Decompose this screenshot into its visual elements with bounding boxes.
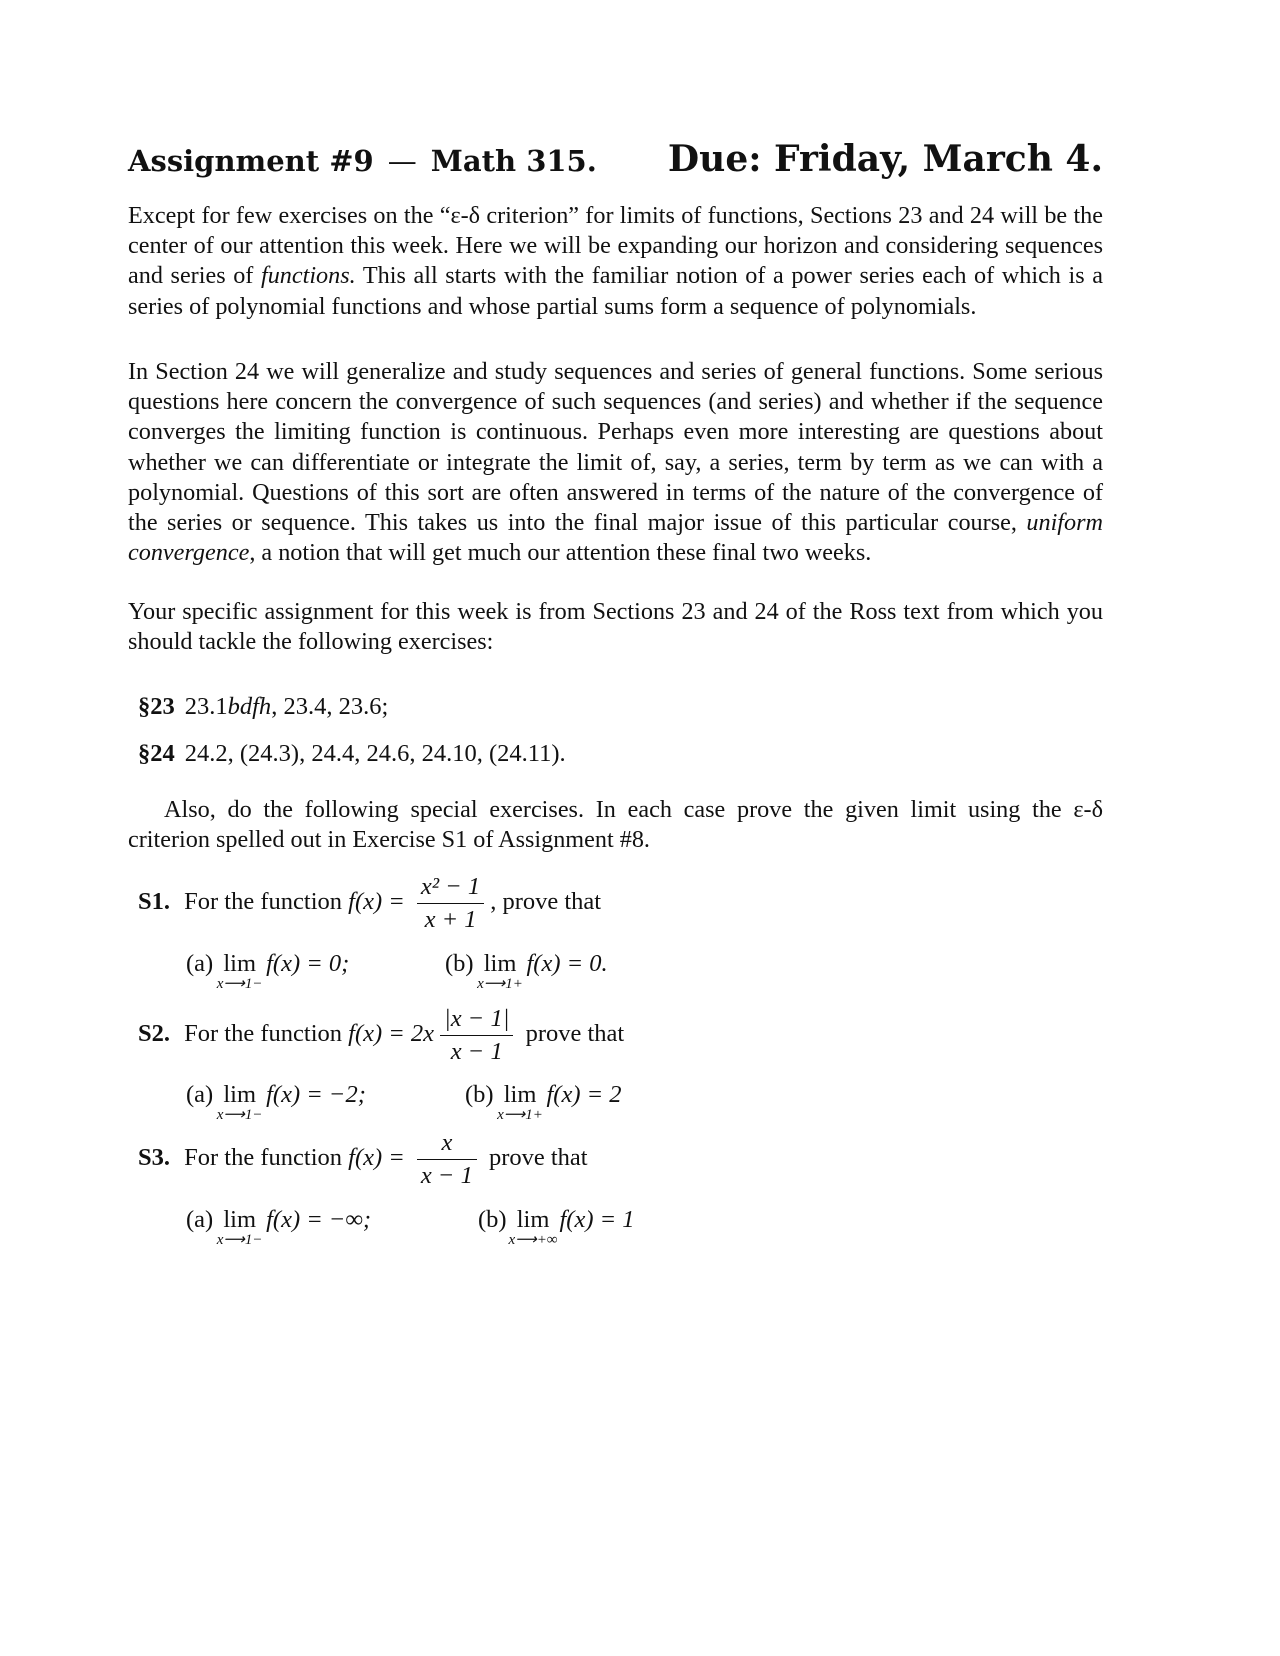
exercise-s2-b-subscript: x⟶1+ [497,1107,543,1123]
exercise-s3-denominator: x − 1 [417,1159,477,1190]
intro-text-b: This all starts with the familiar notion of a power series each of which is a series of polynomial functions and whose partial sums form a sequence of polynomials. [128,262,1103,320]
exercise-s1-b-subscript: x⟶1+ [477,976,523,992]
exercise-s2-fx: f(x) = 2x [348,1020,435,1048]
exercise-s1-denominator: x + 1 [417,903,484,934]
special-exercises-paragraph: Also, do the following special exercises. In each case prove the given limit using the ε-δ criterion spelled out in Exercise S1 of Assignment #8. [128,796,1103,854]
assignment-paragraph: Your specific assignment for this week is from Sections 23 and 24 of the Ross text from which you should tackle the following exercises: [128,598,1103,656]
exercise-s3-lead: For the function [184,1144,343,1172]
exercise-s1-lead: For the function [184,888,343,916]
lim-word: lim [223,950,256,977]
exercise-s2-lead: For the function [184,1020,343,1048]
exercise-s1 [138,873,601,934]
section24-text-a: In Section 24 we will generalize and study sequences and series of general functions. Some serious questions here concern the convergence of such sequences (and series) and whether if the sequence converges the limiting function is continuous. Perhaps even more interesting are questions about whether we can differentiate or integrate the limit of, say, a series, term by term as we can with a polynomial. Questions of this sort are often answered in terms of the nature of the convergence of the series or sequence. This takes us into the final major issue of this particular course, [128,358,1103,537]
exercise-s2 [138,1005,624,1066]
exercise-s2-part-b [465,1081,622,1123]
lim-word: lim [483,950,517,977]
exercise-s3-b-subscript: x⟶+∞ [508,1232,558,1248]
exercise-s3-label: S3. [138,1144,171,1172]
exercise-s1-a-label: (a) [186,950,214,977]
exercise-s2-denominator: x − 1 [440,1035,513,1066]
lim-word: lim [223,1206,256,1233]
exercise-s3-numerator: x [441,1129,453,1156]
exercise-s1-fraction [417,873,484,934]
section24-paragraph [128,357,1103,568]
section-23-pre: 23.1 [184,693,228,720]
page-header [128,134,1103,184]
exercise-s1-a-expr: f(x) = 0; [266,950,350,977]
exercise-s2-tail: prove that [525,1020,625,1048]
exercise-s2-a-label: (a) [186,1081,214,1108]
exercise-s1-fx: f(x) = [348,888,405,916]
exercise-s3 [138,1129,588,1190]
exercise-s3-fx: f(x) = [348,1144,405,1172]
section-24-list: 24.2, (24.3), 24.4, 24.6, 24.10, (24.11). [184,740,566,767]
exercise-s3-a-subscript: x⟶1− [216,1232,263,1248]
section24-text-b: , a notion that will get much our attention these final two weeks. [249,539,872,567]
exercise-s2-a-subscript: x⟶1− [216,1107,263,1123]
exercise-s1-a-subscript: x⟶1− [216,976,263,992]
exercise-s2-numerator: |x − 1| [444,1005,510,1032]
section-23-italic: bdfh [227,693,272,720]
intro-paragraph [128,201,1103,322]
exercise-s2-part-a [186,1081,366,1123]
exercise-s3-fraction [417,1129,477,1190]
exercise-s3-a-expr: f(x) = −∞; [266,1206,372,1233]
section-23-post: , 23.4, 23.6; [271,693,389,720]
section-23-label: §23 [138,693,175,720]
section-23-exercises [138,693,388,721]
intro-text-a: Except for few exercises on the “ε-δ criterion” for limits of functions, Sections 23 and 24 will be the center of our attention this week. Here we will be expanding our horizon and considering sequences and series of [128,202,1103,290]
exercise-s1-part-a [186,950,350,992]
exercise-s3-a-label: (a) [186,1206,214,1233]
exercise-s1-b-label: (b) [445,950,474,977]
exercise-s2-a-expr: f(x) = −2; [266,1081,366,1108]
exercise-s3-b-label: (b) [478,1206,507,1233]
lim-word: lim [516,1206,550,1233]
section-24-label: §24 [138,740,175,767]
exercise-s1-numerator: x² − 1 [420,873,481,900]
course-name: Math 315. [430,144,597,178]
exercise-s3-part-a [186,1206,372,1248]
exercise-s1-b-expr: f(x) = 0. [526,950,608,977]
exercise-s1-tail: , prove that [490,888,602,916]
exercise-s3-b-expr: f(x) = 1 [559,1206,635,1233]
exercise-s2-b-expr: f(x) = 2 [546,1081,622,1108]
exercise-s3-part-b [478,1206,635,1248]
exercise-s1-part-b [445,950,608,992]
exercise-s1-label: S1. [138,888,171,916]
due-date: Due: Friday, March 4. [667,138,1103,180]
section24-emphasis: uniform convergence [128,509,1103,567]
section-24-exercises [138,740,566,768]
lim-word: lim [223,1081,256,1108]
assignment-number: Assignment #9 [128,144,374,178]
assignment-title [128,144,597,178]
exercise-s2-fraction [440,1005,513,1066]
exercise-s2-b-label: (b) [465,1081,494,1108]
exercise-s3-tail: prove that [488,1144,588,1172]
exercise-s2-label: S2. [138,1020,171,1048]
intro-emphasis: functions. [260,262,356,290]
lim-word: lim [503,1081,537,1108]
title-dash: — [387,144,417,178]
